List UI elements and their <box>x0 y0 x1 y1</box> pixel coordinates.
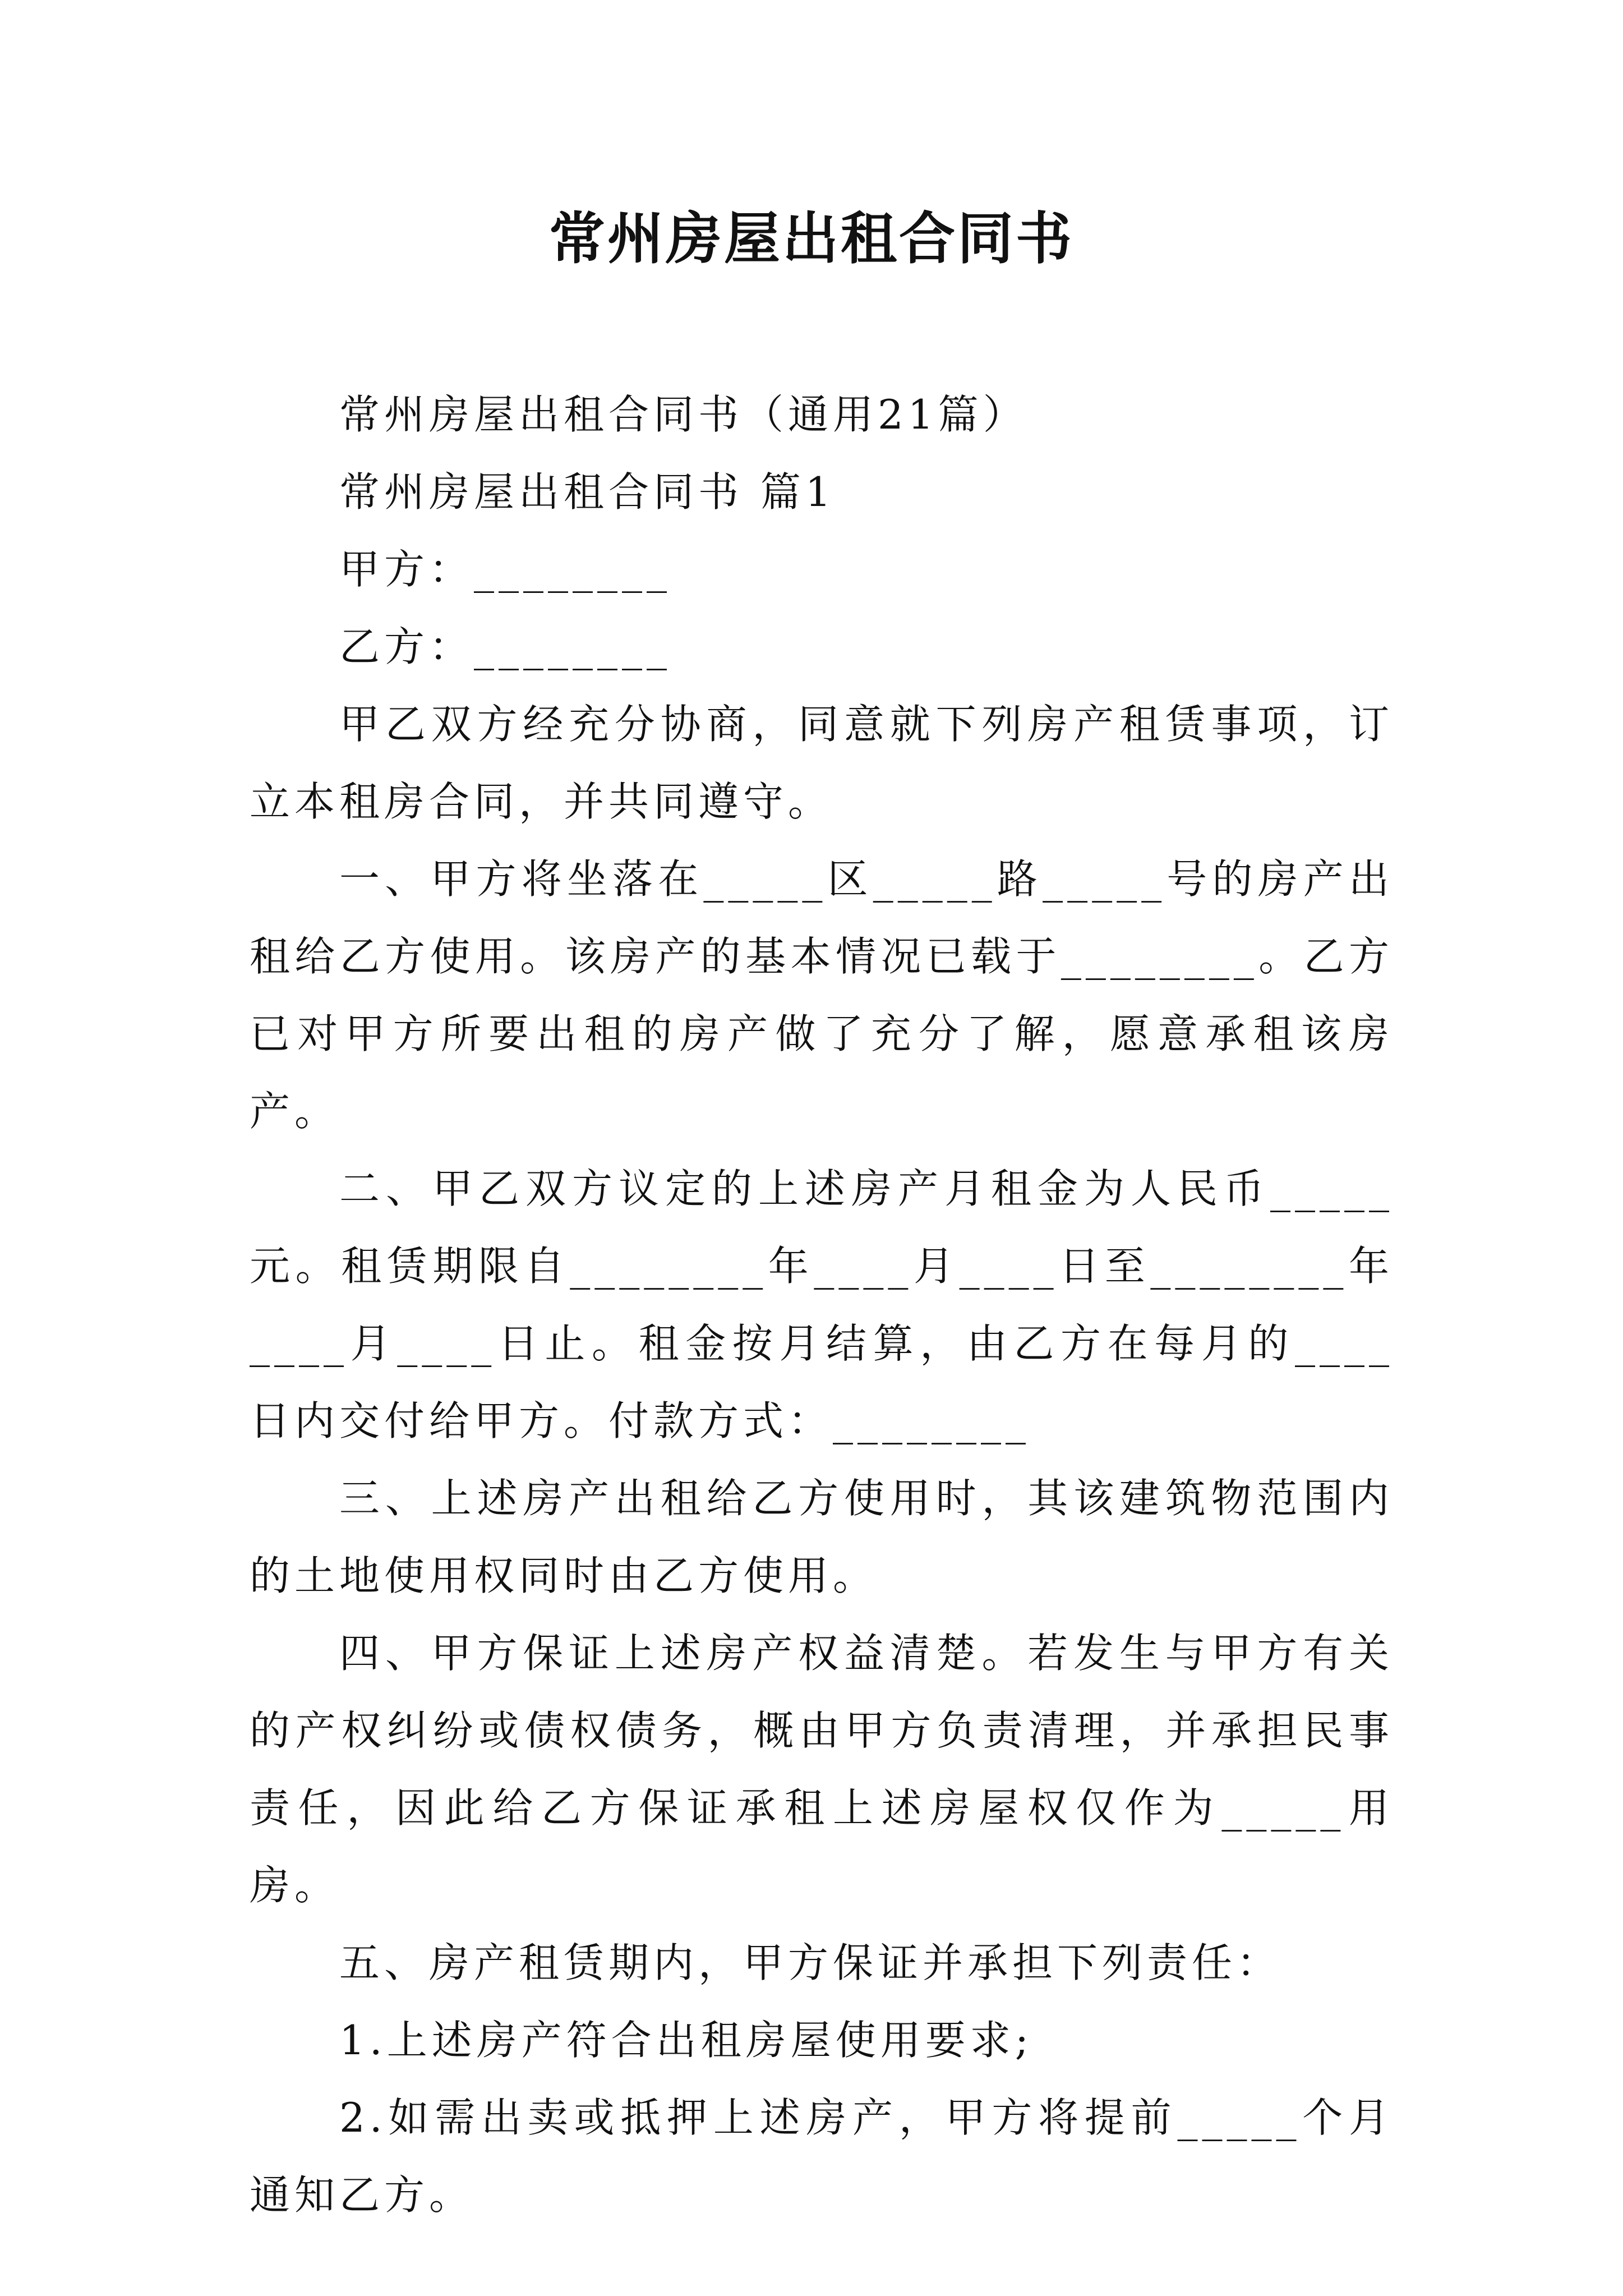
paragraph-preamble: 甲乙双方经充分协商，同意就下列房产租赁事项，订立本租房合同，并共同遵守。 <box>250 701 1394 825</box>
paragraph-party-b: 乙方：________ <box>339 623 672 670</box>
paragraph-clause-5-item-2: 2.如需出卖或抵押上述房产，甲方将提前_____个月通知乙方。 <box>250 2094 1394 2219</box>
paragraph-clause-1: 一、甲方将坐落在_____区_____路_____号的房产出租给乙方使用。该房产的基本情况已载于________。乙方已对甲方所要出租的房产做了充分了解，愿意承租该房产。 <box>250 855 1394 1135</box>
document-body <box>250 376 1394 2234</box>
paragraph-clause-5: 五、房产租赁期内，甲方保证并承担下列责任： <box>339 1939 1282 1986</box>
paragraph-clause-3: 三、上述房产出租给乙方使用时，其该建筑物范围内的土地使用权同时由乙方使用。 <box>250 1475 1394 1599</box>
paragraph-clause-4: 四、甲方保证上述房产权益清楚。若发生与甲方有关的产权纠纷或债权债务，概由甲方负责清理，并承担民事责任，因此给乙方保证承租上述房屋权仅作为_____用房。 <box>250 1630 1394 1909</box>
paragraph-party-a: 甲方：________ <box>339 546 672 593</box>
paragraph-clause-5-item-1: 1.上述房产符合出租房屋使用要求; <box>339 2017 1033 2064</box>
document-title: 常州房屋出租合同书 <box>549 205 1074 272</box>
paragraph-subtitle: 常州房屋出租合同书（通用21篇） <box>339 391 1028 438</box>
paragraph-clause-2: 二、甲乙双方议定的上述房产月租金为人民币_____元。租赁期限自________年____月____日至________年____月____日止。租金按月结算，由乙方在每月的____日内交付给甲方。付款方式：________ <box>250 1165 1394 1444</box>
paragraph-section-heading: 常州房屋出租合同书 篇1 <box>339 468 836 516</box>
